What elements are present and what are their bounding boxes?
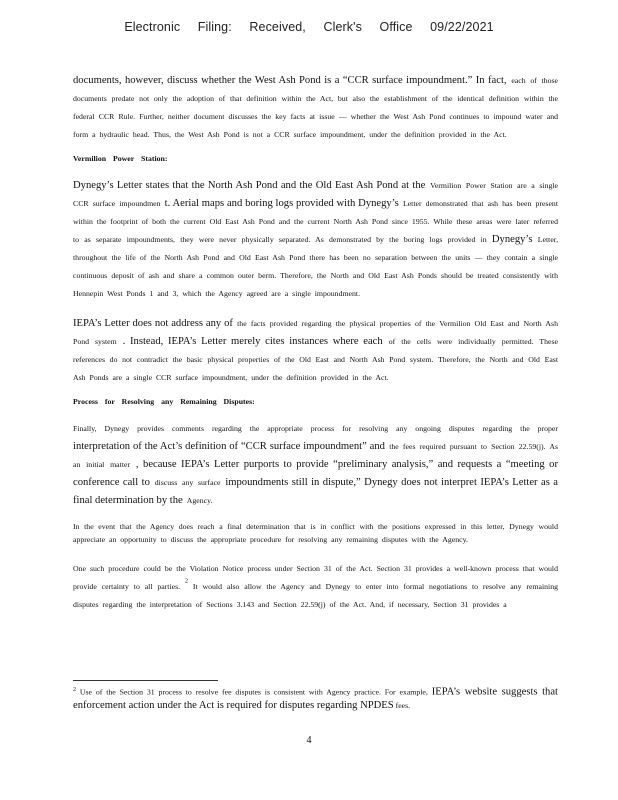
paragraph-vermilion-letter: [73, 175, 558, 301]
letter-body: [73, 70, 558, 624]
text-small: fees.: [395, 700, 411, 710]
text-large: IEPA’s Letter does not address any of: [73, 318, 233, 329]
paragraph-final-determination: In the event that the Agency does reach a final determination that is in conflict with the positions expressed in this letter, Dynegy would appreciate an opportunity to discuss the appropriate procedure for resolving any remaining disputes with the Agency.: [73, 522, 558, 544]
text-small: Agency.: [186, 496, 213, 505]
text-small: the facts provided regarding the physical properties of the Vermilion Old East and North Ash Pond system: [73, 319, 558, 346]
paragraph-section-31: [73, 558, 558, 612]
text-small: Use of the Section 31 process to resolve fee disputes is consistent with Agency practice. For example,: [79, 687, 428, 697]
text-large: impoundments still in dispute,” Dynegy does not interpret IEPA’s Letter as a final determination by the: [73, 477, 558, 506]
text-small: Letter, throughout the life of the North Ash Pond and Old East Ash Pond there has been no separation between the units — they contain a single continuous deposit of ash and share a common outer berm. Therefore, the North and Old East Ash Ponds should be treated consistently with Hennepin West Ponds 1 and 3, which the Agency agreed are a single impoundment.: [73, 235, 559, 298]
text-small: Finally, Dynegy provides comments regarding the appropriate process for resolving any ongoing disputes regarding the proper: [73, 424, 558, 433]
text-small: It would also allow the Agency and Dynegy to enter into formal negotiations to resolve any remaining disputes regarding the interpretation of Sections 3.143 and Section 22.59(j) of the Act. And, if necessary, Section 31 provides a: [73, 582, 559, 609]
text-large: Dynegy’s Letter states that the North Ash Pond and the Old East Ash Pond at the: [73, 180, 426, 191]
text-small: each of those documents predate not only the adoption of that definition within the Act, but also the establishment of the identical definition within the federal CCR Rule. Further, neither document discusses the key facts at issue — whether the West Ash Pond continues to impound water and form a hydraulic head. Thus, the West Ash Pond is not a CCR surface impoundment, under the definition provided in the Act.: [73, 76, 558, 139]
text-small: discuss any surface: [154, 478, 221, 487]
text-small: the fees required pursuant to Section 22.59(j). As an initial matter: [73, 442, 558, 469]
paragraph-west-ash-pond: [73, 70, 558, 142]
section-heading-vermilion: Vermilion Power Station:: [73, 154, 168, 163]
paragraph-process-comments: [73, 418, 558, 508]
filing-header: Electronic Filing: Received, Clerk's Office 09/22/2021: [124, 20, 494, 34]
footnote-reference[interactable]: 2: [184, 578, 188, 585]
text-small: Letter demonstrated that ash has been present within the footprint of both the current Old East Ash Pond and the current North Ash Pond since 1955. While these areas were later referred to as separate impoundments, they were never physically separated. As demonstrated by the boring logs provided in: [73, 199, 558, 244]
page-number: 4: [306, 735, 312, 746]
text-small: Vermilion Power Station are a single CCR surface impoundmen: [73, 181, 559, 208]
text-large: , because IEPA’s Letter purports to provide “preliminary analysis,” and requests a “meeting or conference call to: [73, 459, 558, 488]
text-large: . Instead, IEPA’s Letter merely cites instances where each: [122, 336, 383, 347]
text-large: t. Aerial maps and boring logs provided with Dynegy’s: [164, 198, 399, 209]
section-heading-process: Process for Resolving any Remaining Disputes:: [73, 397, 255, 406]
text-large: IEPA’s website suggests that enforcement action under the Act is required for disputes regarding NPDES: [73, 686, 558, 711]
footnote-number: 2: [73, 687, 76, 693]
text-large: documents, however, discuss whether the West Ash Pond is a “CCR surface impoundment.” In fact,: [73, 75, 507, 86]
paragraph-iepa-letter: [73, 313, 558, 385]
footnote-divider: [73, 680, 218, 681]
footnote: [73, 685, 558, 712]
text-large: Dynegy’s: [491, 234, 533, 245]
text-small: One such procedure could be the Violation Notice process under Section 31 of the Act. Section 31 provides a well-known process that would provide certainty to all parties.: [73, 564, 558, 591]
text-large: interpretation of the Act’s definition of “CCR surface impoundment” and: [73, 441, 385, 452]
text-small: of the cells were individually permitted. These references do not contradict the basic physical properties of the Old East and North Ash Pond system. Therefore, the North and Old East Ash Ponds are a single CCR surface impoundment, under the definition provided in the Act.: [73, 337, 559, 382]
